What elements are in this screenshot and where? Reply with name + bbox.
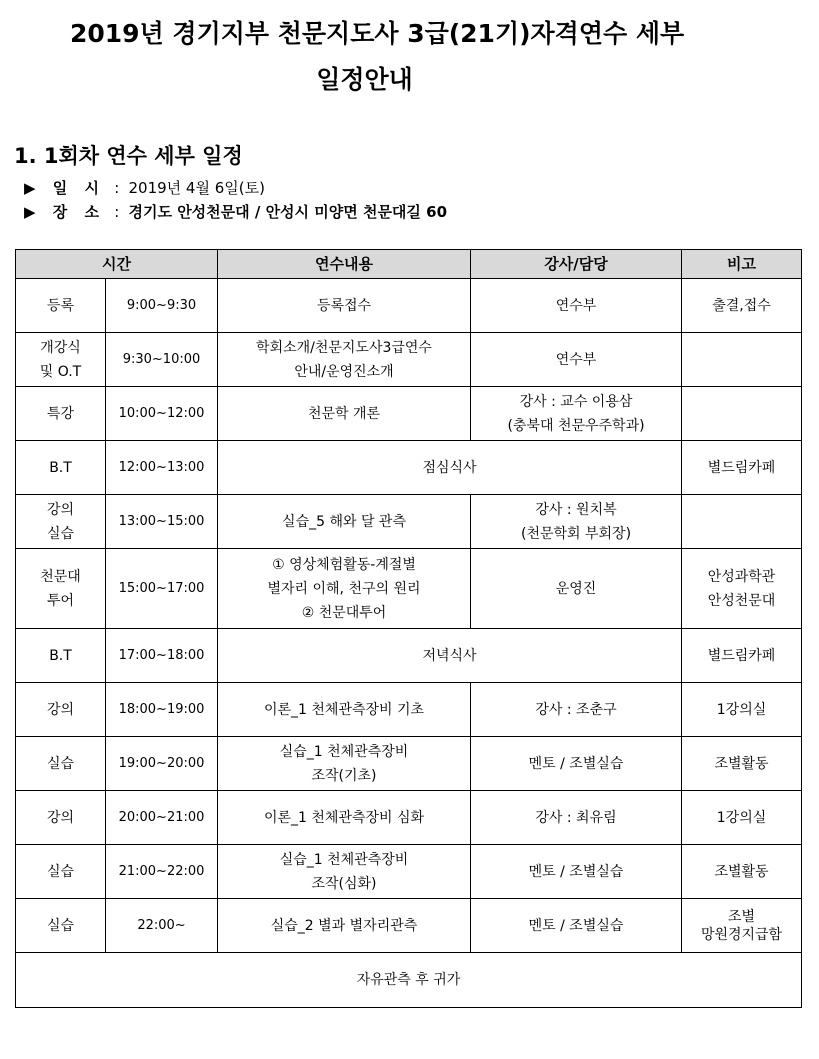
- row-category: 실습: [16, 845, 106, 899]
- date-value: 2019년 4월 6일(토): [128, 179, 265, 197]
- content-line: 학회소개/천문지도사3급연수: [256, 339, 432, 356]
- place-label: ▶ 장 소: [24, 203, 105, 221]
- row-note: [682, 495, 802, 549]
- content-line: 안내/운영진소개: [294, 363, 394, 380]
- note-line: 안성천문대: [707, 592, 776, 609]
- row-content: [218, 845, 471, 899]
- row-content: 실습_5 해와 달 관측: [218, 495, 471, 549]
- document-title-line2: 일정안내: [316, 65, 413, 94]
- row-instructor: 강사 : 최유림: [471, 791, 682, 845]
- row-instructor: 연수부: [471, 279, 682, 333]
- document-title-line1: 2019년 경기지부 천문지도사 3급(21기)자격연수 세부: [70, 19, 685, 48]
- note-line: 조별: [727, 908, 756, 925]
- row-category: [16, 495, 106, 549]
- row-time: 18:00~19:00: [106, 683, 218, 737]
- row-time: 21:00~22:00: [106, 845, 218, 899]
- row-time: 20:00~21:00: [106, 791, 218, 845]
- instructor-line: (충북대 천문우주학과): [507, 417, 645, 434]
- category-line: 및 O.T: [39, 363, 82, 380]
- row-note: [682, 549, 802, 629]
- row-instructor: 멘토 / 조별실습: [471, 737, 682, 791]
- row-content: 실습_2 별과 별자리관측: [218, 899, 471, 953]
- row-instructor: 멘토 / 조별실습: [471, 899, 682, 953]
- table-row: [16, 899, 802, 953]
- row-note: 별드림카페: [682, 441, 802, 495]
- date-separator: :: [114, 179, 120, 197]
- table-row: [16, 549, 802, 629]
- row-time: 17:00~18:00: [106, 629, 218, 683]
- footer-text: 자유관측 후 귀가: [16, 953, 802, 1008]
- category-line: 천문대: [40, 568, 81, 585]
- schedule-table: [15, 249, 802, 1008]
- row-category: [16, 549, 106, 629]
- table-row: [16, 441, 802, 495]
- row-instructor: 멘토 / 조별실습: [471, 845, 682, 899]
- row-category: [16, 333, 106, 387]
- content-line: ② 천문대투어: [301, 604, 387, 621]
- table-row: [16, 791, 802, 845]
- row-instructor: [471, 495, 682, 549]
- row-instructor: 강사 : 조춘구: [471, 683, 682, 737]
- content-line: 조작(심화): [311, 875, 377, 892]
- content-line: 조작(기초): [311, 767, 377, 784]
- row-content: 점심식사: [218, 441, 682, 495]
- header-content: 연수내용: [218, 250, 471, 279]
- row-time: 12:00~13:00: [106, 441, 218, 495]
- row-note: 1강의실: [682, 683, 802, 737]
- category-line: 투어: [46, 592, 75, 609]
- row-time: 10:00~12:00: [106, 387, 218, 441]
- place-separator: :: [114, 203, 120, 221]
- row-category: 실습: [16, 899, 106, 953]
- header-note: 비고: [682, 250, 802, 279]
- row-category: 등록: [16, 279, 106, 333]
- row-note: 별드림카페: [682, 629, 802, 683]
- info-date: [24, 177, 265, 198]
- info-place: [24, 201, 447, 222]
- row-note: 출결,접수: [682, 279, 802, 333]
- row-note: [682, 387, 802, 441]
- category-line: 실습: [46, 525, 75, 542]
- content-line: 실습_1 천체관측장비: [279, 851, 409, 868]
- table-header-row: [16, 250, 802, 279]
- table-row: [16, 629, 802, 683]
- category-line: 개강식: [40, 339, 81, 356]
- row-note: 조별활동: [682, 845, 802, 899]
- row-category: B.T: [16, 629, 106, 683]
- row-category: 강의: [16, 791, 106, 845]
- table-row: [16, 387, 802, 441]
- row-content: 등록접수: [218, 279, 471, 333]
- row-content: 이론_1 천체관측장비 기초: [218, 683, 471, 737]
- content-line: ① 영상체험활동-계절별: [272, 556, 416, 573]
- section-heading: 1. 1회차 연수 세부 일정: [14, 144, 243, 168]
- row-content: 저녁식사: [218, 629, 682, 683]
- row-time: 9:00~9:30: [106, 279, 218, 333]
- instructor-line: (천문학회 부회장): [520, 525, 632, 542]
- row-category: 특강: [16, 387, 106, 441]
- row-category: 강의: [16, 683, 106, 737]
- row-content: 이론_1 천체관측장비 심화: [218, 791, 471, 845]
- row-content: [218, 737, 471, 791]
- content-line: 별자리 이해, 천구의 원리: [267, 580, 421, 597]
- row-instructor: 연수부: [471, 333, 682, 387]
- note-line: 안성과학관: [707, 568, 776, 585]
- row-instructor: 운영진: [471, 549, 682, 629]
- row-instructor: [471, 387, 682, 441]
- row-time: 9:30~10:00: [106, 333, 218, 387]
- row-content: 천문학 개론: [218, 387, 471, 441]
- table-row: [16, 737, 802, 791]
- header-time: 시간: [16, 250, 218, 279]
- instructor-line: 강사 : 교수 이용삼: [519, 393, 633, 410]
- row-note: 1강의실: [682, 791, 802, 845]
- place-value: 경기도 안성천문대 / 안성시 미양면 천문대길 60: [128, 203, 448, 221]
- row-note: [682, 899, 802, 953]
- row-content: [218, 549, 471, 629]
- row-note: [682, 333, 802, 387]
- row-note: 조별활동: [682, 737, 802, 791]
- table-footer-row: [16, 953, 802, 1008]
- date-label: ▶ 일 시: [24, 179, 105, 197]
- table-row: [16, 333, 802, 387]
- row-content: [218, 333, 471, 387]
- header-instructor: 강사/담당: [471, 250, 682, 279]
- table-row: [16, 279, 802, 333]
- table-row: [16, 683, 802, 737]
- note-line: 망원경지급함: [700, 926, 783, 943]
- instructor-line: 강사 : 원치복: [535, 501, 617, 518]
- row-time: 13:00~15:00: [106, 495, 218, 549]
- row-category: B.T: [16, 441, 106, 495]
- table-row: [16, 845, 802, 899]
- category-line: 강의: [46, 501, 75, 518]
- row-time: 22:00~: [106, 899, 218, 953]
- table-row: [16, 495, 802, 549]
- content-line: 실습_1 천체관측장비: [279, 743, 409, 760]
- row-category: 실습: [16, 737, 106, 791]
- row-time: 19:00~20:00: [106, 737, 218, 791]
- row-time: 15:00~17:00: [106, 549, 218, 629]
